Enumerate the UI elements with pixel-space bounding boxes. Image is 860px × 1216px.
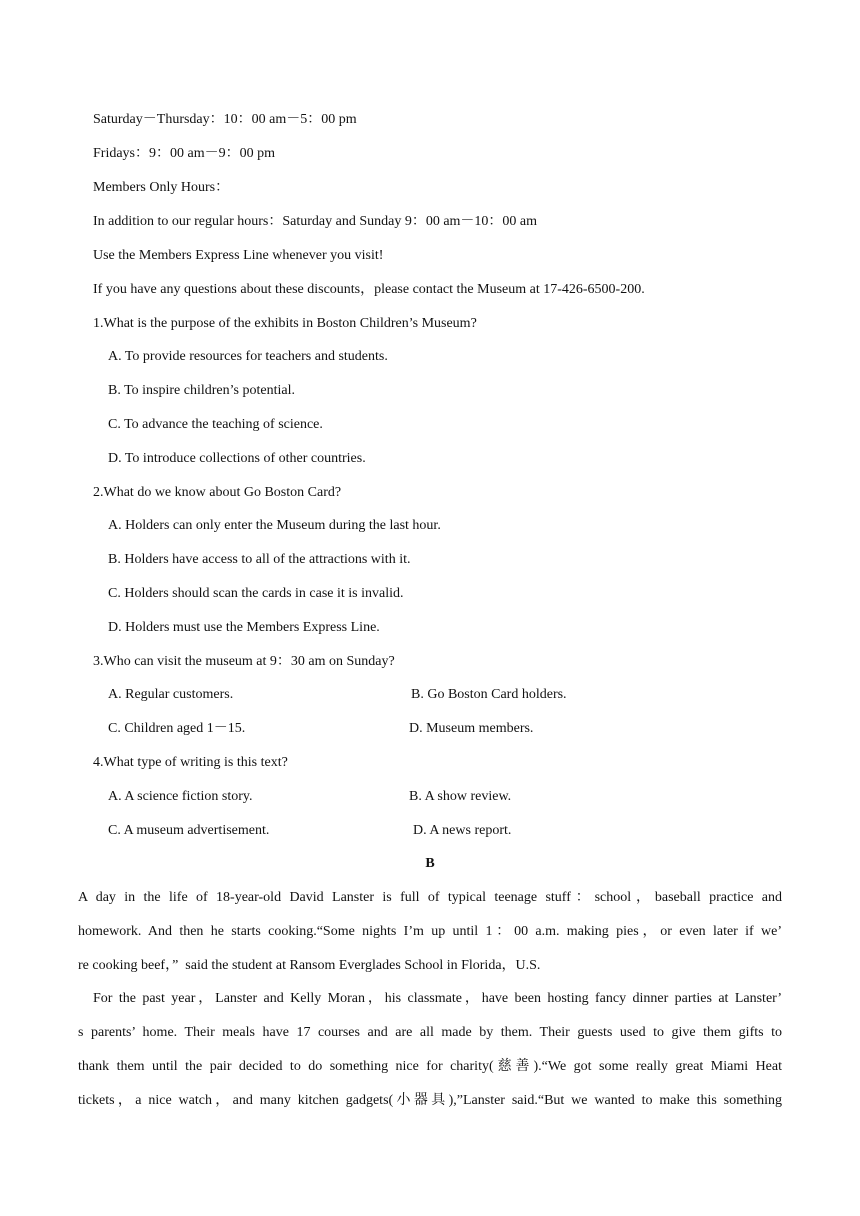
question-option: C. Children aged 1－15. — [108, 721, 246, 736]
question-option: C. A museum advertisement. — [108, 823, 270, 838]
question-option: B. Holders have access to all of the attractions with it. — [108, 552, 411, 567]
question-option: C. To advance the teaching of science. — [108, 417, 323, 432]
question-stem: 2.What do we know about Go Boston Card? — [93, 485, 342, 500]
question-option: D. Holders must use the Members Express Line. — [108, 620, 380, 635]
question-option: B. To inspire children’s potential. — [108, 383, 295, 398]
section-heading: B — [425, 856, 435, 871]
question-option: C. Holders should scan the cards in case it is invalid. — [108, 586, 404, 601]
question-stem: 1.What is the purpose of the exhibits in Boston Children’s Museum? — [93, 316, 477, 331]
hours-friday: Fridays：9：00 am－9：00 pm — [93, 146, 275, 161]
express-line: Use the Members Express Line whenever you visit! — [93, 248, 384, 263]
passage-line: For the past year，Lanster and Kelly Moran，his classmate，have been hosting fancy dinner parties at Lanster’ — [93, 991, 782, 1006]
question-option: A. Regular customers. — [108, 687, 234, 702]
hours-weekday: Saturday－Thursday：10：00 am－5：00 pm — [93, 112, 357, 127]
passage-line: s parents’ home. Their meals have 17 courses and are all made by them. Their guests used to give them gifts to — [78, 1025, 782, 1040]
question-stem: 3.Who can visit the museum at 9：30 am on Sunday? — [93, 654, 395, 669]
passage-line: homework. And then he starts cooking.“Some nights I’m up until 1：00 a.m. making pies，or even later if we’ — [78, 924, 782, 939]
contact-line: If you have any questions about these discounts，please contact the Museum at 17-426-6500-200. — [93, 282, 645, 297]
question-option: D. To introduce collections of other countries. — [108, 451, 366, 466]
passage-line: re cooking beef，” said the student at Ransom Everglades School in Florida，U.S. — [78, 958, 541, 973]
members-detail: In addition to our regular hours：Saturday and Sunday 9：00 am－10：00 am — [93, 214, 538, 229]
passage-line: thank them until the pair decided to do something nice for charity(慈善).“We got some really great Miami Heat — [78, 1059, 782, 1074]
members-heading: Members Only Hours： — [93, 180, 230, 195]
passage-line: A day in the life of 18-year-old David Lanster is full of typical teenage stuff：school，baseball practice and — [78, 890, 782, 905]
passage-line: tickets，a nice watch，and many kitchen gadgets(小器具),”Lanster said.“But we wanted to make this something — [78, 1093, 782, 1108]
question-option: D. A news report. — [413, 823, 512, 838]
question-option: B. Go Boston Card holders. — [411, 687, 567, 702]
question-option: A. Holders can only enter the Museum during the last hour. — [108, 518, 441, 533]
question-option: B. A show review. — [409, 789, 512, 804]
question-option: A. To provide resources for teachers and students. — [108, 349, 388, 364]
question-option: D. Museum members. — [409, 721, 534, 736]
question-option: A. A science fiction story. — [108, 789, 253, 804]
question-stem: 4.What type of writing is this text? — [93, 755, 288, 770]
